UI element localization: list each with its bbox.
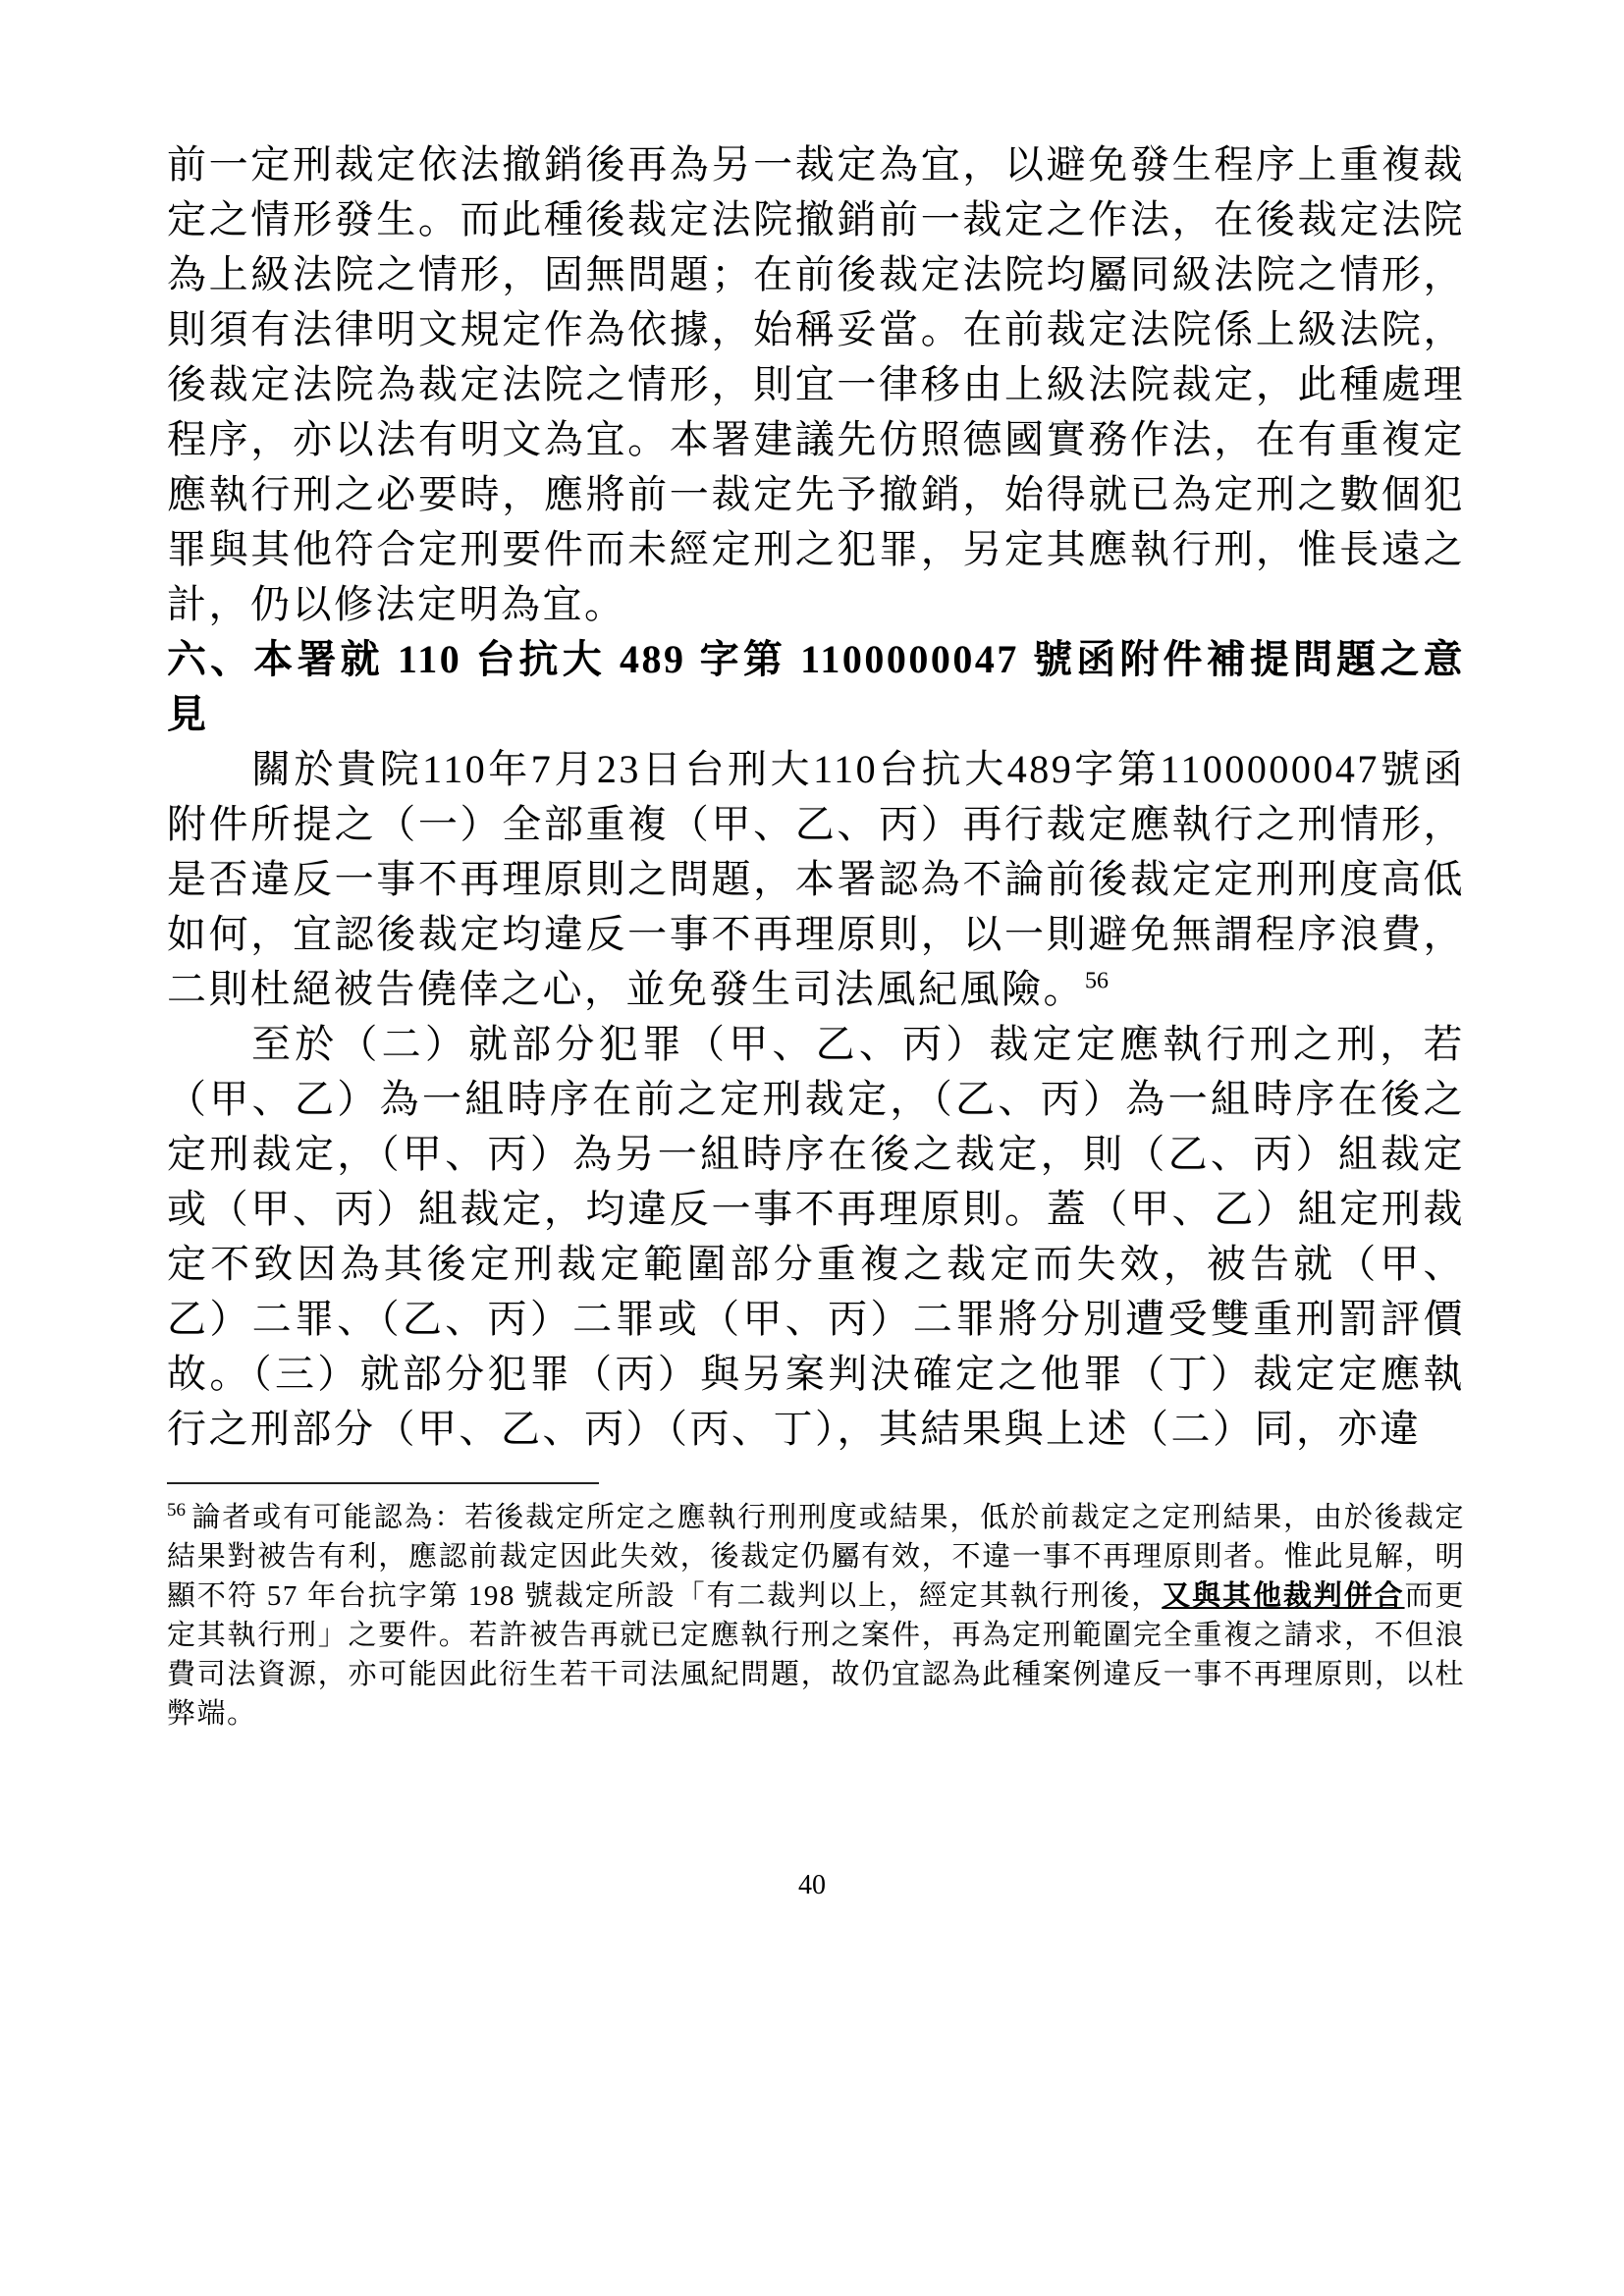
footnote-area <box>167 1482 1465 1734</box>
body-paragraph-2-text: 關於貴院110年7月23日台刑大110台抗大489字第1100000047號函附件所提之（一）全部重複（甲、乙、丙）再行裁定應執行之刑情形，是否違反一事不再理原則之問題，本署認為不論前後裁定定刑刑度高低如何，宜認後裁定均違反一事不再理原則，以一則避免無謂程序浪費，二則杜絕被告僥倖之心，並免發生司法風紀風險。 <box>167 747 1465 1011</box>
footnote-emphasis: 又與其他裁判併合 <box>1162 1580 1405 1612</box>
footnote-separator <box>167 1482 599 1484</box>
body-paragraph-2 <box>167 742 1465 1017</box>
document-body <box>167 137 1465 1734</box>
body-paragraph-1: 前一定刑裁定依法撤銷後再為另一裁定為宜，以避免發生程序上重複裁定之情形發生。而此種後裁定法院撤銷前一裁定之作法，在後裁定法院為上級法院之情形，固無問題；在前後裁定法院均屬同級法院之情形，則須有法律明文規定作為依據，始稱妥當。在前裁定法院係上級法院，後裁定法院為裁定法院之情形，則宜一律移由上級法院裁定，此種處理程序，亦以法有明文為宜。本署建議先仿照德國實務作法，在有重複定應執行刑之必要時，應將前一裁定先予撤銷，始得就已為定刑之數個犯罪與其他符合定刑要件而未經定刑之犯罪，另定其應執行刑，惟長遠之計，仍以修法定明為宜。 <box>167 142 1465 626</box>
body-paragraph-3: 至於（二）就部分犯罪（甲、乙、丙）裁定定應執行刑之刑，若（甲、乙）為一組時序在前之定刑裁定，（乙、丙）為一組時序在後之定刑裁定，（甲、丙）為另一組時序在後之裁定，則（乙、丙）組裁定或（甲、丙）組裁定，均違反一事不再理原則。蓋（甲、乙）組定刑裁定不致因為其後定刑裁定範圍部分重複之裁定而失效，被告就（甲、乙）二罪、（乙、丙）二罪或（甲、丙）二罪將分別遭受雙重刑罰評價故。（三）就部分犯罪（丙）與另案判決確定之他罪（丁）裁定定應執行之刑部分（甲、乙、丙）（丙、丁），其結果與上述（二）同，亦違 <box>167 1022 1465 1451</box>
footnote-number: 56 <box>167 1500 186 1522</box>
page-number: 40 <box>798 1870 826 1900</box>
footnote-text-before: 論者或有可能認為：若後裁定所定之應執行刑刑度或結果，低於前裁定之定刑結果，由於後裁定結果對被告有利，應認前裁定因此失效，後裁定仍屬有效，不違一事不再理原則者。惟此見解，明顯不符 57 年台抗字第 198 號裁定所設「有二裁判以上，經定其執行刑後， <box>167 1502 1465 1612</box>
section-heading: 六、本署就 110 台抗大 489 字第 1100000047 號函附件補提問題之意見 <box>167 637 1465 736</box>
footnote-reference: 56 <box>1085 968 1109 994</box>
footnote-text-after: 而更定其執行刑」之要件。若許被告再就已定應執行刑之案件，再為定刑範圍完全重複之請求，不但浪費司法資源，亦可能因此衍生若干司法風紀問題，故仍宜認為此種案例違反一事不再理原則，以杜弊端。 <box>167 1580 1465 1730</box>
footnote <box>167 1498 1465 1734</box>
